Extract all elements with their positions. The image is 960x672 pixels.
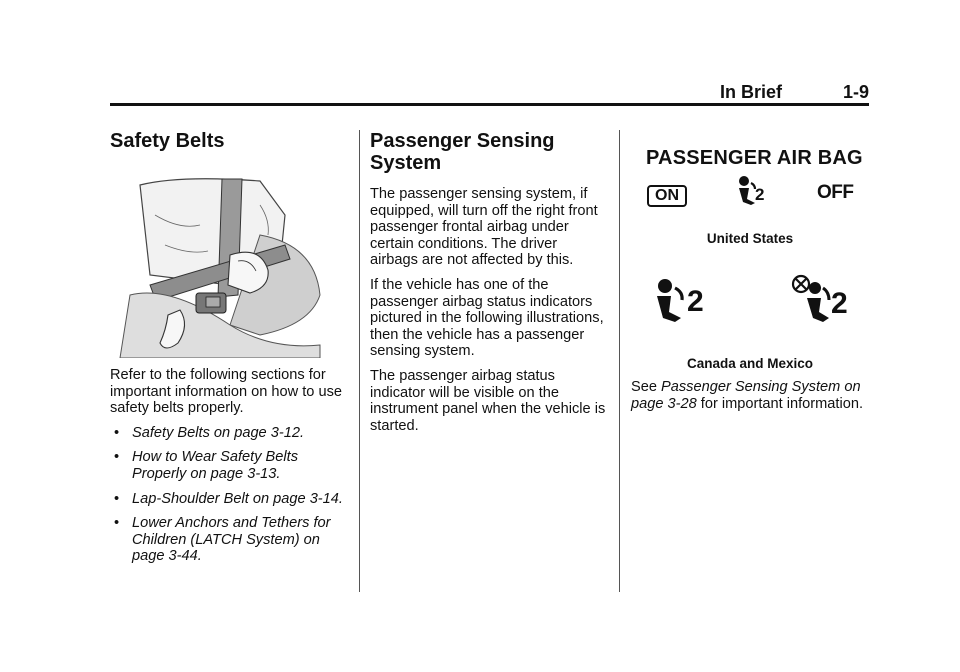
airbag-off-indicator	[789, 274, 855, 330]
see-suffix: for important information.	[696, 395, 864, 412]
off-indicator: OFF	[817, 182, 854, 203]
see-link[interactable]: Passenger Sensing System on page 3-28	[631, 379, 861, 412]
seat-number: 2	[755, 185, 765, 204]
us-caption: United States	[706, 231, 794, 246]
on-indicator-label: ON	[655, 187, 679, 204]
paragraph: The passenger sensing system, if equipped, will turn off the right front passenger frontal airbag under certain conditions. The driver airbags are not affected by this.	[370, 186, 598, 269]
see-reference	[631, 379, 869, 412]
bullet-icon: •	[114, 449, 120, 466]
list-item-link[interactable]: Lap-Shoulder Belt on page 3-14.	[132, 490, 343, 507]
column-divider	[619, 130, 620, 592]
passenger-seat-indicator	[735, 175, 769, 207]
list-item[interactable]	[110, 425, 346, 442]
seat-number: 2	[831, 287, 848, 320]
safety-belts-heading: Safety Belts	[110, 130, 225, 152]
airbag-on-indicator	[651, 278, 713, 328]
passenger-sensing-heading	[370, 130, 608, 174]
bullet-icon: •	[114, 424, 120, 441]
bullet-icon: •	[114, 490, 120, 507]
list-item-link[interactable]: Lower Anchors and Tethers for Children (LATCH System) on page 3-44.	[132, 515, 331, 565]
safety-belts-intro: Refer to the following sections for important information on how to use safety belts properly.	[110, 367, 343, 417]
bullet-icon: •	[114, 515, 120, 532]
list-item[interactable]	[110, 449, 346, 482]
safety-belts-list	[110, 425, 346, 565]
see-prefix: See	[631, 379, 662, 395]
list-item[interactable]	[110, 515, 346, 565]
safety-belts-column	[110, 130, 346, 573]
passenger-sensing-column	[370, 130, 608, 442]
page-number: 1-9	[842, 82, 869, 102]
seatbelt-buckle-illustration	[110, 175, 330, 358]
paragraph: If the vehicle has one of the passenger airbag status indicators pictured in the following illustrations, then the vehicle has a passenger sensing system.	[370, 276, 604, 360]
seated-passenger-icon	[651, 278, 713, 328]
paragraph: The passenger airbag status indicator will be visible on the instrument panel when the vehicle is started.	[370, 367, 606, 434]
safety-belt-illustration	[110, 175, 330, 358]
list-item[interactable]	[110, 491, 346, 508]
heading-line: Passenger Sensing	[370, 130, 555, 152]
section-title: In Brief	[720, 82, 783, 102]
canada-mexico-caption: Canada and Mexico	[686, 356, 814, 371]
on-indicator	[647, 185, 687, 205]
header-rule	[110, 103, 869, 106]
column-divider	[359, 130, 360, 592]
list-item-link[interactable]: How to Wear Safety Belts Properly on page 3-13.	[132, 449, 299, 482]
list-item-link[interactable]: Safety Belts on page 3-12.	[132, 424, 304, 441]
passenger-air-bag-title: PASSENGER AIR BAG	[646, 147, 863, 169]
heading-line: System	[370, 152, 442, 174]
indicators-column	[631, 130, 869, 430]
seat-number: 2	[687, 285, 704, 318]
